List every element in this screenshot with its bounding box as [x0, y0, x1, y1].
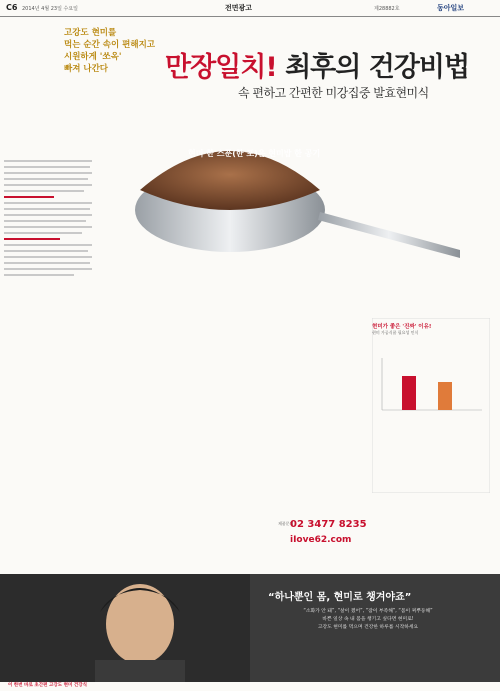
section-label: 전면광고 [225, 4, 253, 12]
kicker-line: 시원하게 '쏘옥' [64, 52, 122, 62]
website-link[interactable]: iIove62.com [290, 535, 352, 545]
banner-quote: “하나뿐인 몸, 현미로 챙겨야죠” [268, 592, 412, 603]
spoon-caption: 현미 한 스푼(한 포)은 현미밥 한 공기 [188, 149, 321, 158]
kicker [64, 27, 174, 75]
chart-bar [402, 376, 416, 410]
chart-bar [438, 382, 452, 410]
article-column [4, 158, 94, 568]
headline [165, 45, 469, 84]
banner-line: “소화가 안 돼”, “살이 쪘어”, “잠이 부족해”, “몸이 찌뿌둥해” [303, 609, 433, 614]
banner-line: 바쁜 일상 속 내 몸을 챙기고 싶다면 현미로! [322, 617, 414, 622]
banner-text [258, 608, 478, 632]
headline-red: 만장일치! [165, 52, 277, 83]
text-lines [4, 158, 94, 568]
newspaper-name: 동아일보 [437, 4, 465, 12]
issue-number: 제28882호 [374, 6, 400, 12]
event-title: 이 한번 바로 초간편 고강도 현미 건강식 [8, 683, 87, 688]
bottom-section [0, 682, 500, 691]
headline-dark: 최후의 건강비법 [285, 52, 470, 83]
top-bar [0, 0, 500, 17]
kicker-line: 먹는 순간 속이 편해지고 [64, 40, 155, 50]
kicker-line: 빠져 나간다 [64, 64, 109, 74]
spoon-illustration [120, 120, 460, 270]
page-number: C6 [6, 3, 18, 12]
phone-number[interactable]: 02 3477 8235 [290, 519, 367, 530]
kicker-line: 고강도 현미를 [64, 28, 117, 38]
subheadline: 속 편하고 간편한 미강집중 발효현미식 [238, 86, 429, 100]
chart-subtitle: 현미 가공식품 필요성 인식 [372, 330, 419, 335]
date: 2014년 4월 23일 수요일 [22, 6, 79, 12]
chart-graphic [372, 318, 490, 493]
chart-title: 현미가 좋은 '진짜' 이유! [372, 324, 432, 330]
banner-line: 고강도 현미를 먹으며 건강한 하루를 시작하세요 [317, 625, 419, 630]
phone-label: 제품문의 [278, 521, 294, 526]
portrait-photo [0, 574, 250, 682]
